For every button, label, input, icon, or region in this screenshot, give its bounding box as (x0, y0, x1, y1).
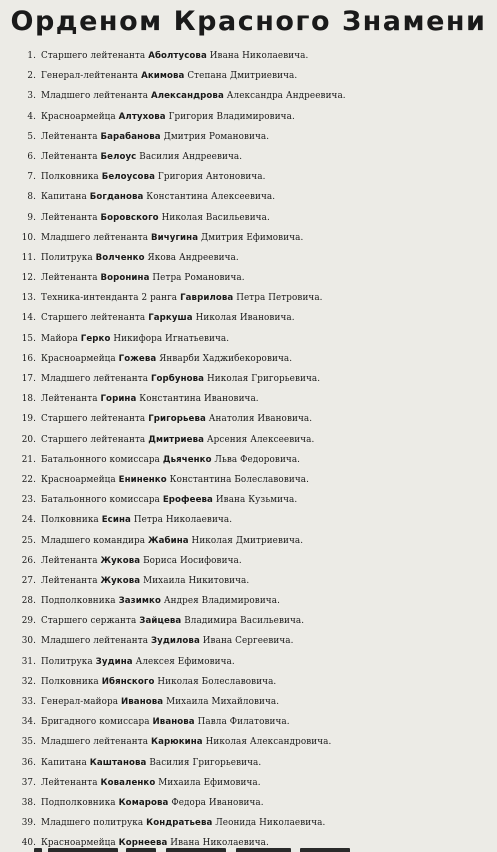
entry-rank: Красноармейца (41, 353, 116, 364)
entry-number: 38. (21, 797, 36, 808)
award-heading: Орденом Красного Знамени (10, 6, 487, 37)
entry-surname: Богданова (89, 192, 144, 203)
entry-number: 36. (21, 757, 36, 768)
entry-given-names: Михаила Михайловича. (166, 697, 280, 707)
entry-given-names: Николая Васильевича. (161, 212, 270, 223)
entry-surname: Александрова (150, 91, 224, 102)
entry-number: 8. (27, 192, 36, 203)
entry-given-names: Михаила Ефимовича. (158, 777, 261, 788)
entry-number: 9. (27, 212, 36, 223)
entry-number: 15. (21, 333, 36, 344)
entry-surname: Зудина (95, 656, 133, 667)
entry-surname: Ениненко (118, 474, 167, 485)
entry-surname: Зудилова (150, 636, 200, 647)
entry-rank: Старшего лейтенанта (41, 51, 146, 61)
entry-surname: Кондратьева (146, 818, 213, 829)
award-entry (0, 813, 497, 833)
entry-surname: Белоус (100, 151, 137, 162)
award-entry (0, 329, 497, 349)
entry-given-names: Николая Болеславовича. (157, 676, 277, 687)
entry-surname: Каштанова (89, 757, 147, 768)
entry-given-names: Григория Владимировича. (168, 111, 295, 122)
award-entry (0, 389, 497, 409)
award-entry (0, 753, 497, 773)
entry-given-names: Ивана Николаевича. (170, 838, 269, 849)
award-entry (0, 732, 497, 752)
entry-surname: Вичугина (150, 232, 199, 243)
entry-given-names: Ивана Кузьмича. (215, 495, 298, 506)
award-entry (0, 66, 497, 86)
entry-given-names: Дмитрия Ефимовича. (201, 232, 304, 243)
award-entry (0, 652, 497, 672)
award-entry (0, 167, 497, 187)
award-entry (0, 531, 497, 551)
entry-number: 37. (21, 777, 36, 788)
entry-rank: Майора (41, 333, 78, 344)
entry-surname: Горина (100, 394, 137, 405)
entry-number: 40. (21, 838, 36, 849)
entry-number: 25. (21, 535, 36, 546)
award-entry (0, 672, 497, 692)
entry-number: 24. (21, 515, 36, 526)
entry-number: 4. (27, 111, 36, 122)
award-entry (0, 571, 497, 591)
entry-surname: Карюкина (150, 737, 203, 748)
entry-given-names: Бориса Иосифовича. (143, 555, 242, 566)
entry-surname: Герко (80, 333, 111, 344)
award-list (0, 46, 497, 852)
entry-surname: Акимова (141, 71, 185, 82)
entry-rank: Младшего командира (41, 535, 146, 546)
entry-surname: Григорьева (148, 414, 206, 425)
entry-surname: Есина (101, 515, 131, 526)
entry-given-names: Алексея Ефимовича. (135, 656, 235, 667)
clipped-next-line (0, 846, 497, 852)
entry-rank: Капитана (41, 192, 87, 203)
entry-rank: Полковника (41, 172, 99, 183)
entry-rank: Красноармейца (41, 111, 116, 122)
entry-rank: Старшего лейтенанта (41, 434, 146, 445)
entry-surname: Жабина (147, 535, 189, 546)
entry-surname: Гожева (118, 353, 157, 364)
entry-surname: Комарова (118, 797, 169, 808)
entry-number: 31. (21, 656, 36, 667)
entry-rank: Младшего лейтенанта (41, 91, 149, 102)
entry-surname: Горбунова (150, 374, 205, 384)
entry-surname: Алтухова (118, 111, 166, 122)
entry-number: 32. (21, 676, 36, 687)
entry-given-names: Михаила Никитовича. (143, 575, 250, 586)
entry-rank: Младшего лейтенанта (41, 737, 149, 748)
entry-number: 2. (27, 71, 36, 82)
entry-surname: Ерофеева (162, 495, 213, 506)
award-entry (0, 712, 497, 732)
entry-surname: Иванова (152, 717, 195, 728)
entry-number: 23. (21, 495, 36, 506)
entry-surname: Дьяченко (162, 454, 212, 465)
entry-given-names: Ивана Николаевича. (209, 51, 309, 61)
entry-rank: Лейтенанта (41, 151, 98, 162)
entry-rank: Батальонного комиссара (41, 454, 160, 465)
entry-number: 5. (27, 131, 36, 142)
award-entry (0, 631, 497, 651)
entry-given-names: Дмитрия Романовича. (163, 131, 270, 142)
award-entry (0, 147, 497, 167)
award-entry (0, 591, 497, 611)
entry-surname: Волченко (95, 252, 145, 263)
entry-number: 6. (27, 151, 36, 162)
entry-rank: Старшего лейтенанта (41, 414, 146, 425)
entry-surname: Боровского (100, 212, 159, 223)
entry-number: 12. (21, 273, 36, 284)
entry-rank: Лейтенанта (41, 131, 98, 142)
entry-number: 26. (21, 555, 36, 566)
entry-surname: Воронина (100, 273, 150, 284)
award-entry (0, 228, 497, 248)
entry-surname: Зайцева (139, 616, 182, 627)
entry-given-names: Константина Алексеевича. (146, 192, 276, 203)
entry-given-names: Никифора Игнатьевича. (113, 333, 230, 344)
entry-number: 27. (21, 575, 36, 586)
award-entry (0, 551, 497, 571)
entry-rank: Капитана (41, 757, 87, 768)
entry-rank: Лейтенанта (41, 394, 98, 405)
entry-number: 16. (21, 353, 36, 364)
entry-rank: Политрука (41, 252, 93, 263)
entry-given-names: Федора Ивановича. (171, 797, 264, 808)
entry-number: 14. (21, 313, 36, 324)
entry-given-names: Василия Григорьевича. (149, 757, 262, 768)
entry-rank: Лейтенанта (41, 273, 98, 284)
entry-given-names: Январби Хаджибекоровича. (159, 353, 293, 364)
entry-given-names: Николая Дмитриевича. (191, 535, 304, 546)
entry-given-names: Льва Федоровича. (214, 454, 301, 465)
entry-rank: Генерал-майора (41, 697, 119, 707)
entry-given-names: Андрея Владимировича. (163, 596, 280, 607)
entry-rank: Младшего лейтенанта (41, 636, 149, 647)
entry-given-names: Григория Антоновича. (157, 172, 266, 183)
entry-rank: Младшего лейтенанта (41, 374, 149, 384)
entry-given-names: Арсения Алексеевича. (206, 434, 315, 445)
entry-surname: Ибянского (101, 676, 155, 687)
award-entry (0, 248, 497, 268)
award-entry (0, 793, 497, 813)
entry-rank: Красноармейца (41, 474, 116, 485)
entry-rank: Генерал-лейтенанта (41, 71, 139, 82)
entry-given-names: Константина Болеславовича. (169, 474, 309, 485)
award-entry (0, 268, 497, 288)
entry-given-names: Николая Григорьевича. (207, 374, 321, 384)
entry-given-names: Степана Дмитриевича. (187, 71, 298, 82)
entry-surname: Иванова (120, 697, 164, 707)
entry-number: 10. (21, 232, 36, 243)
entry-number: 1. (27, 51, 36, 61)
award-entry (0, 611, 497, 631)
entry-given-names: Василия Андреевича. (139, 151, 243, 162)
award-entry (0, 773, 497, 793)
entry-number: 34. (21, 717, 36, 728)
entry-number: 13. (21, 293, 36, 304)
entry-number: 18. (21, 394, 36, 405)
entry-number: 29. (21, 616, 36, 627)
award-entry (0, 349, 497, 369)
entry-surname: Дмитриева (148, 434, 205, 445)
entry-number: 28. (21, 596, 36, 607)
award-entry (0, 470, 497, 490)
entry-rank: Красноармейца (41, 838, 116, 849)
entry-rank: Младшего политрука (41, 818, 144, 829)
entry-given-names: Николая Ивановича. (195, 313, 295, 324)
entry-rank: Батальонного комиссара (41, 495, 160, 506)
entry-number: 17. (21, 374, 36, 384)
entry-given-names: Петра Петровича. (236, 293, 323, 304)
entry-given-names: Анатолия Ивановича. (208, 414, 313, 425)
entry-surname: Гаврилова (180, 293, 234, 304)
award-entry (0, 409, 497, 429)
entry-given-names: Петра Романовича. (152, 273, 245, 284)
entry-surname: Жукова (100, 555, 141, 566)
entry-number: 39. (21, 818, 36, 829)
entry-surname: Аболтусова (148, 51, 207, 61)
entry-rank: Подполковника (41, 596, 116, 607)
entry-given-names: Петра Николаевича. (133, 515, 233, 526)
entry-number: 21. (21, 454, 36, 465)
entry-surname: Жукова (100, 575, 141, 586)
entry-rank: Старшего сержанта (41, 616, 137, 627)
entry-given-names: Константина Ивановича. (139, 394, 259, 405)
entry-rank: Лейтенанта (41, 575, 98, 586)
award-entry (0, 46, 497, 66)
award-entry (0, 308, 497, 328)
entry-rank: Лейтенанта (41, 777, 98, 788)
entry-number: 7. (27, 172, 36, 183)
award-entry (0, 490, 497, 510)
entry-surname: Зазимко (118, 596, 161, 607)
entry-rank: Младшего лейтенанта (41, 232, 149, 243)
entry-number: 19. (21, 414, 36, 425)
award-entry (0, 107, 497, 127)
award-entry (0, 450, 497, 470)
entry-number: 22. (21, 474, 36, 485)
entry-surname: Белоусова (101, 172, 156, 183)
entry-surname: Барабанова (100, 131, 161, 142)
award-entry (0, 288, 497, 308)
award-entry (0, 430, 497, 450)
award-entry (0, 86, 497, 106)
award-entry (0, 127, 497, 147)
entry-rank: Техника-интенданта 2 ранга (41, 293, 178, 304)
entry-rank: Лейтенанта (41, 212, 98, 223)
entry-given-names: Александра Андреевича. (226, 91, 346, 102)
award-entry (0, 692, 497, 712)
entry-given-names: Леонида Николаевича. (215, 818, 326, 829)
entry-rank: Старшего лейтенанта (41, 313, 146, 324)
entry-number: 20. (21, 434, 36, 445)
entry-number: 11. (21, 252, 36, 263)
entry-surname: Гаркуша (148, 313, 193, 324)
entry-number: 30. (21, 636, 36, 647)
award-entry (0, 369, 497, 389)
entry-number: 35. (21, 737, 36, 748)
entry-rank: Полковника (41, 515, 99, 526)
entry-surname: Коваленко (100, 777, 156, 788)
entry-given-names: Николая Александровича. (205, 737, 332, 748)
award-entry (0, 208, 497, 228)
award-entry (0, 510, 497, 530)
entry-rank: Полковника (41, 676, 99, 687)
entry-rank: Политрука (41, 656, 93, 667)
entry-number: 33. (21, 697, 36, 707)
award-entry (0, 187, 497, 207)
entry-rank: Подполковника (41, 797, 116, 808)
entry-number: 3. (27, 91, 36, 102)
entry-given-names: Павла Филатовича. (197, 717, 290, 728)
entry-given-names: Владимира Васильевича. (184, 616, 305, 627)
entry-given-names: Ивана Сергеевича. (202, 636, 294, 647)
entry-surname: Корнеева (118, 838, 168, 849)
entry-given-names: Якова Андреевича. (147, 252, 239, 263)
entry-rank: Лейтенанта (41, 555, 98, 566)
entry-rank: Бригадного комиссара (41, 717, 150, 728)
